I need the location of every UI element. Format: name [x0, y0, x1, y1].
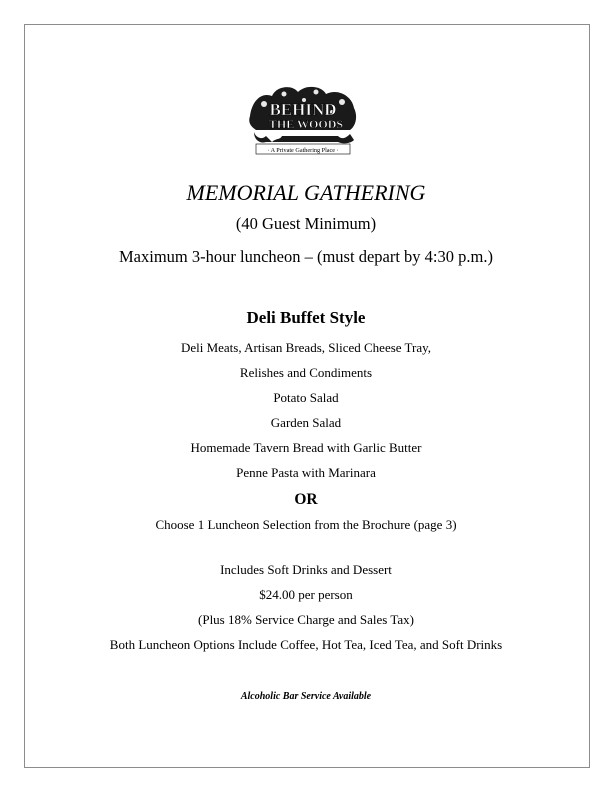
bar-service-note: Alcoholic Bar Service Available: [240, 691, 372, 702]
includes-note: Includes Soft Drinks and Dessert: [220, 562, 392, 577]
menu-item: Penne Pasta with Marinara: [236, 465, 376, 480]
beverages-note: Both Luncheon Options Include Coffee, Hot Tea, Iced Tea, and Soft Drinks: [109, 637, 503, 652]
page-title: MEMORIAL GATHERING: [186, 180, 426, 205]
logo-tagline: · A Private Gathering Place ·: [267, 147, 339, 154]
alternative-option: Choose 1 Luncheon Selection from the Brochure (page 3): [155, 517, 457, 532]
menu-item: Potato Salad: [273, 390, 339, 405]
charges-note: (Plus 18% Service Charge and Sales Tax): [198, 612, 414, 627]
menu-item: Deli Meats, Artisan Breads, Sliced Cheese Tray,: [180, 340, 432, 355]
logo-line1: BEHIND: [269, 100, 337, 119]
guest-minimum: (40 Guest Minimum): [235, 214, 377, 233]
or-separator: OR: [294, 491, 318, 508]
price: $24.00 per person: [259, 587, 353, 602]
duration-note: Maximum 3-hour luncheon – (must depart by 4:30 p.m.): [119, 247, 493, 266]
logo-line2: THE WOODS: [268, 117, 344, 131]
menu-item: Garden Salad: [270, 415, 342, 430]
menu-item: Homemade Tavern Bread with Garlic Butter: [190, 440, 422, 455]
menu-item: Relishes and Condiments: [239, 365, 373, 380]
behind-the-woods-logo: [246, 82, 360, 156]
section-title: Deli Buffet Style: [246, 308, 366, 327]
